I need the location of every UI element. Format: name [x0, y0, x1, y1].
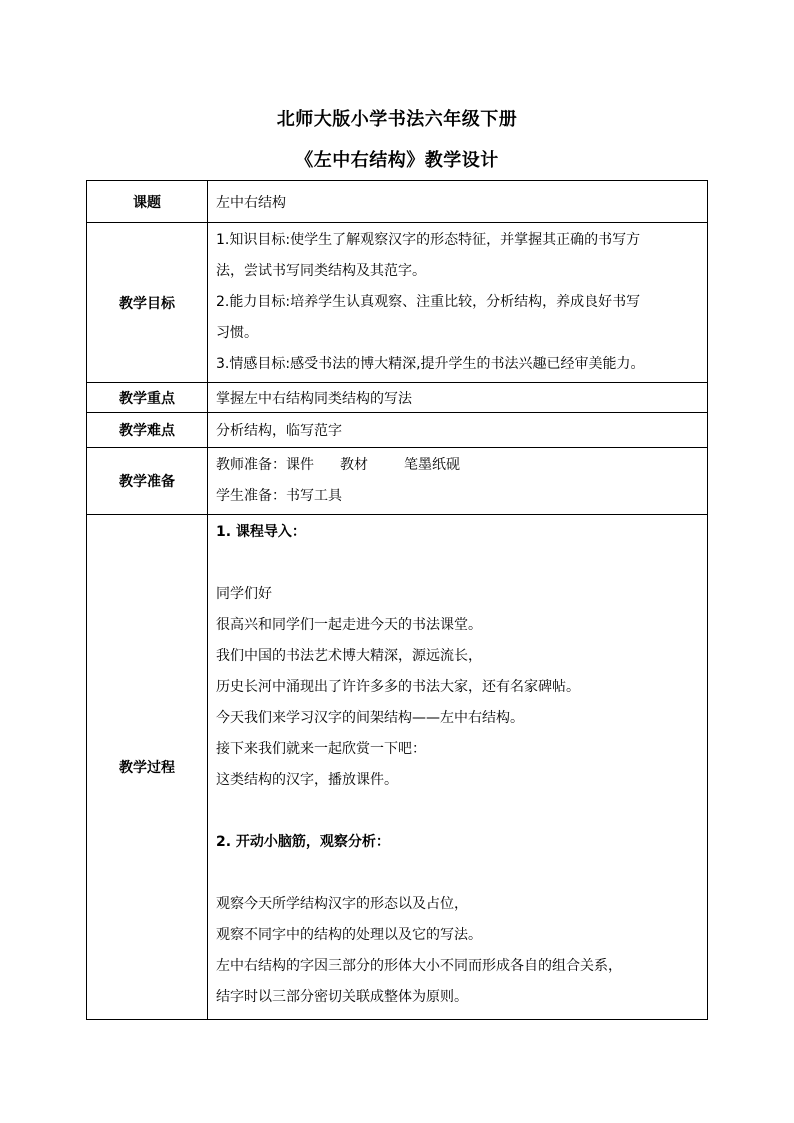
document-subtitle: 《左中右结构》教学设计 — [295, 150, 499, 171]
row-value-goals — [208, 223, 708, 383]
goal-line: 习惯。 — [216, 325, 258, 341]
process-line: 结字时以三部分密切关联成整体为原则。 — [216, 989, 468, 1005]
table-row-preparation — [87, 448, 708, 515]
table-row-goals — [87, 223, 708, 383]
process-line: 很高兴和同学们一起走进今天的书法课堂。 — [216, 617, 482, 633]
goal-line: 1.知识目标:使学生了解观察汉字的形态特征，并掌握其正确的书写方 — [216, 232, 641, 248]
row-label-preparation: 教学准备 — [87, 448, 208, 515]
section-heading: 1. 课程导入： — [216, 524, 306, 540]
teacher-prep-item: 教材 — [340, 457, 368, 473]
process-line: 观察不同字中的结构的处理以及它的写法。 — [216, 927, 482, 943]
row-label-difficulty: 教学难点 — [87, 413, 208, 448]
process-line: 今天我们来学习汉字的间架结构——左中右结构。 — [216, 710, 524, 726]
goal-line: 3.情感目标:感受书法的博大精深,提升学生的书法兴趣已经审美能力。 — [216, 356, 645, 372]
process-line: 这类结构的汉字，播放课件。 — [216, 772, 398, 788]
table-row-difficulty — [87, 413, 708, 448]
teacher-prep-item: 笔墨纸砚 — [404, 457, 460, 473]
row-value-process — [208, 515, 708, 1020]
process-line: 接下来我们就来一起欣赏一下吧： — [216, 741, 426, 757]
row-label-goals: 教学目标 — [87, 223, 208, 383]
row-value-preparation — [208, 448, 708, 515]
goal-line: 法，尝试书写同类结构及其范字。 — [216, 263, 426, 279]
goal-line: 2.能力目标:培养学生认真观察、注重比较，分析结构，养成良好书写 — [216, 294, 641, 310]
table-row-process — [87, 515, 708, 1020]
student-prep-line: 学生准备：书写工具 — [216, 488, 342, 504]
document-title: 北师大版小学书法六年级下册 — [276, 109, 518, 130]
row-value-difficulty: 分析结构，临写范字 — [208, 413, 708, 448]
teacher-prep-item: 教师准备：课件 — [216, 457, 314, 473]
section-heading: 2. 开动小脑筋，观察分析： — [216, 834, 390, 850]
row-value-topic: 左中右结构 — [208, 181, 708, 223]
row-label-topic: 课题 — [87, 181, 208, 223]
table-row-key-point — [87, 383, 708, 413]
row-label-key-point: 教学重点 — [87, 383, 208, 413]
process-line: 我们中国的书法艺术博大精深，源远流长， — [216, 648, 482, 664]
process-line: 左中右结构的字因三部分的形体大小不同而形成各自的组合关系， — [216, 958, 622, 974]
teacher-prep-line — [216, 450, 699, 481]
process-line: 同学们好 — [216, 586, 272, 602]
row-label-process: 教学过程 — [87, 515, 208, 1020]
lesson-plan-table — [86, 180, 708, 1020]
table-row-topic — [87, 181, 708, 223]
row-value-key-point: 掌握左中右结构同类结构的写法 — [208, 383, 708, 413]
process-line: 观察今天所学结构汉字的形态以及占位， — [216, 896, 468, 912]
process-line: 历史长河中涌现出了许许多多的书法大家，还有名家碑帖。 — [216, 679, 580, 695]
